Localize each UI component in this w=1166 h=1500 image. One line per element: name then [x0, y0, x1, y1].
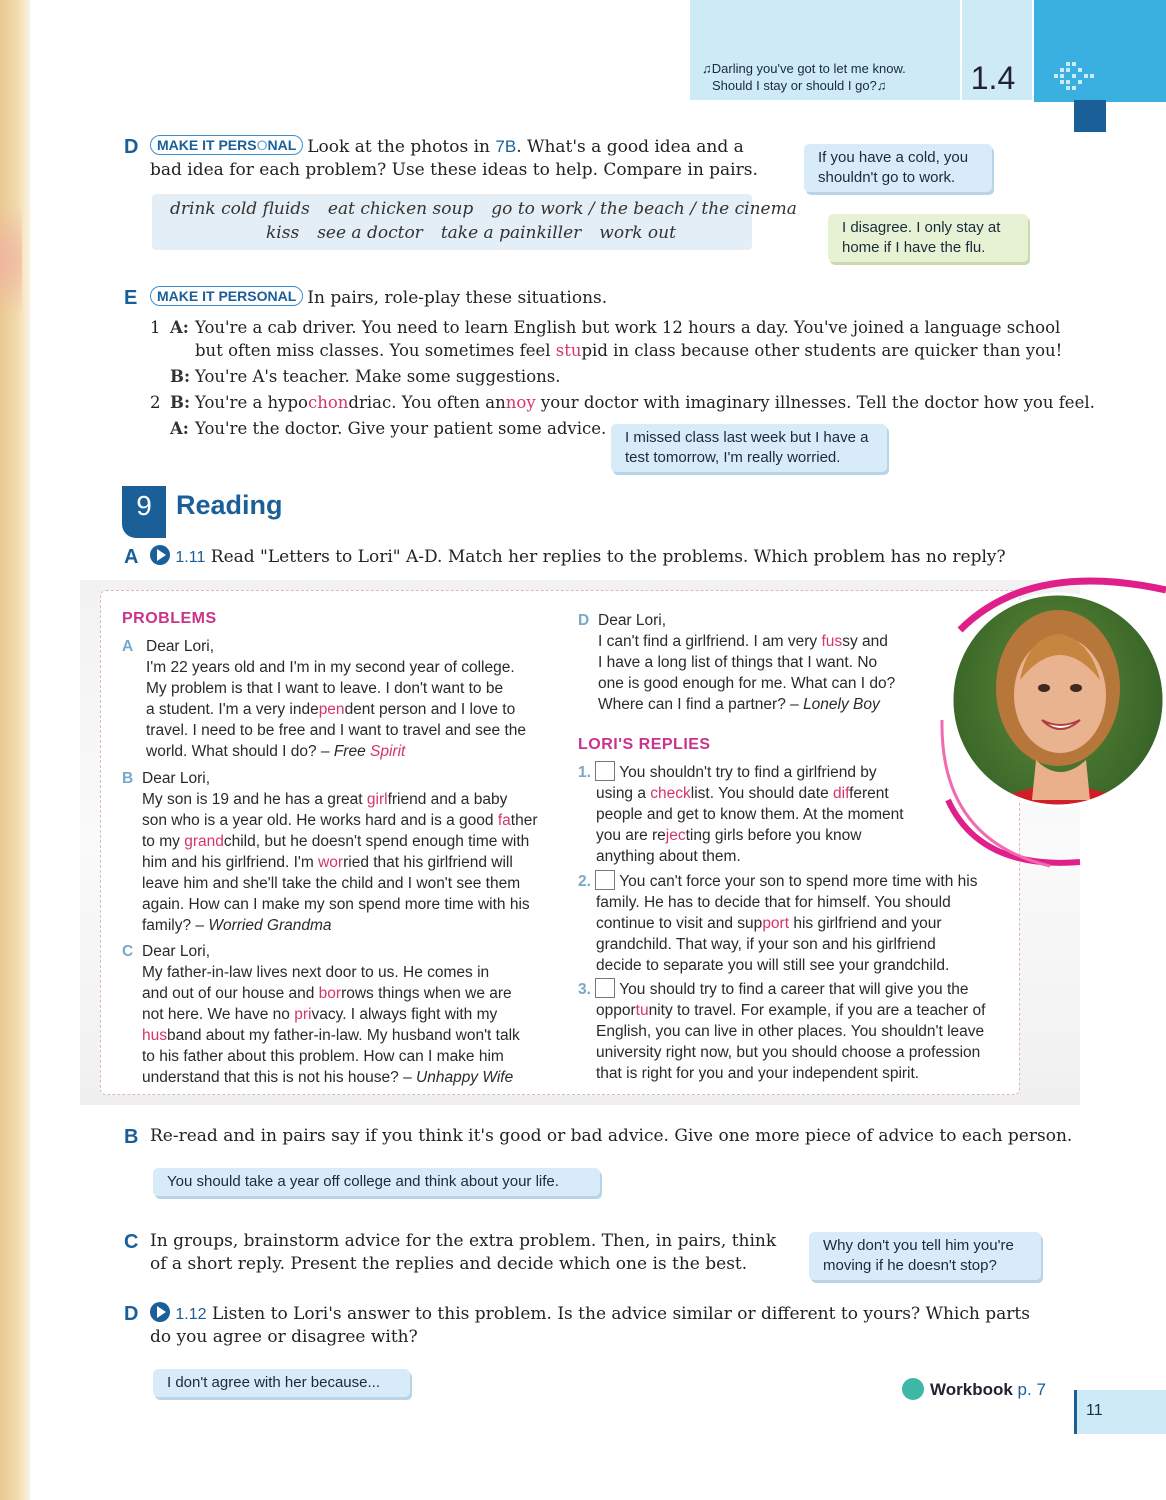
section-letter-a: A	[124, 546, 139, 568]
music-note-icon: ♫	[702, 61, 712, 76]
song-lyric: ♫Darling you've got to let me know. Should I stay or should I go?♫	[702, 61, 906, 93]
section-letter-e: E	[124, 287, 138, 309]
letter-c: C Dear Lori, My father-in-law lives next door to us. He comes in and out of our house and borrows things when we are not here. We have no privacy. I always fight with my husband about my father-in-law. My husband won't talk to his father about this problem. How can I make him understand that this is not his house? – Unhappy Wife	[122, 943, 520, 1086]
speech-bubble: Why don't you tell him you're moving if he doesn't stop?	[809, 1232, 1041, 1280]
section-d-listen-instruction: 1.12 Listen to Lori's answer to this problem. Is the advice similar or different to yours? Which parts do you agree or disagree with?	[150, 1304, 1030, 1347]
answer-checkbox[interactable]	[595, 978, 615, 998]
reply-2: 2. You can't force your son to spend more time with his family. He has to decide that for himself. You should continue to visit and support his girlfriend and your grandchild. That way, if your son and his girlfriend decide to separate you will still see your grandchild.	[578, 870, 1018, 976]
idea-item: eat chicken soup	[327, 199, 474, 219]
section-title: Reading	[176, 490, 283, 520]
speech-bubble: I don't agree with her because...	[153, 1369, 410, 1397]
make-it-personal-badge: MAKE IT PERSONAL	[150, 286, 303, 306]
header-tab-accent	[1074, 100, 1106, 132]
audio-play-icon[interactable]	[150, 1302, 170, 1322]
section-letter-c: C	[124, 1231, 139, 1253]
speech-bubble: You should take a year off college and think about your life.	[153, 1168, 600, 1196]
workbook-reference[interactable]: Workbook p. 7	[902, 1378, 1046, 1400]
section-letter-d: D	[124, 136, 139, 158]
page-number: 11	[1086, 1402, 1103, 1419]
idea-item: take a painkiller	[440, 223, 582, 243]
audio-track-number: 1.11	[175, 549, 206, 566]
section-b-instruction: Re-read and in pairs say if you think it's good or bad advice. Give one more piece of advice to each person.	[150, 1126, 1073, 1146]
answer-checkbox[interactable]	[595, 870, 615, 890]
reading-a-instruction: 1.11 Read "Letters to Lori" A-D. Match her replies to the problems. Which problem has no reply?	[150, 545, 1030, 569]
idea-item: kiss	[266, 223, 300, 243]
role-play-list: 1 A: You're a cab driver. You need to learn English but work 12 hours a day. You've joined a language school but often miss classes. You sometimes feel stupid in class because other students are quicker than you! B: You're A's teacher. Make some suggestions. 2 B: You're a hypochondriac. You often annoy your doctor with imaginary illnesses. Tell the doctor how you feel. A: You're the doctor. Give your patient some advice.	[150, 318, 1095, 438]
section-c-instruction: In groups, brainstorm advice for the extra problem. Then, in pairs, think of a short reply. Present the replies and decide which one is the best.	[150, 1231, 777, 1274]
reply-1: 1. You shouldn't try to find a girlfriend by using a checklist. You should date different people and get to know them. At the moment you are rejecting girls before you know anything about them.	[578, 761, 938, 867]
idea-item: see a doctor	[317, 223, 423, 243]
pixel-arrows-icon	[1052, 60, 1102, 90]
audio-track-number: 1.12	[175, 1306, 207, 1323]
section-letter-b: B	[124, 1126, 139, 1148]
ideas-box	[152, 194, 797, 250]
speech-bubble: If you have a cold, you shouldn't go to work.	[804, 144, 992, 192]
workbook-icon	[902, 1378, 924, 1400]
section-letter-d: D	[124, 1303, 139, 1325]
problems-heading: PROBLEMS	[122, 610, 217, 627]
lori-photo	[940, 570, 1166, 870]
section-d-instruction: MAKE IT PERSONAL Look at the photos in 7B. What's a good idea and a bad idea for each problem? Use these ideas to help. Compare in pairs.	[150, 137, 758, 180]
idea-item: work out	[599, 223, 676, 243]
answer-checkbox[interactable]	[595, 761, 615, 781]
reply-3: 3. You should try to find a career that will give you the opportunity to travel. For example, if you are a teacher of English, you can live in other places. You shouldn't leave university right now, but you should choose a profession that is right for you and your independent spirit.	[578, 978, 1018, 1084]
unit-number: 1.4	[970, 60, 1016, 96]
section-e-instruction: MAKE IT PERSONAL In pairs, role-play these situations.	[150, 286, 850, 310]
make-it-personal-badge: MAKE IT PERSONAL	[150, 135, 303, 155]
left-decorative-strip	[0, 0, 30, 1500]
audio-play-icon[interactable]	[150, 545, 170, 565]
replies-heading: LORI'S REPLIES	[578, 736, 711, 753]
song-lyric-box	[690, 0, 960, 100]
letter-a: A Dear Lori, I'm 22 years old and I'm in my second year of college. My problem is that I want to leave. I don't want to be a student. I'm a very independent person and I love to travel. I need to be free and I want to travel and see the world. What should I do? – Free Spirit	[122, 638, 526, 760]
speech-bubble: I missed class last week but I have a test tomorrow, I'm really worried.	[611, 424, 887, 472]
idea-item: drink cold fluids	[170, 199, 310, 219]
speech-bubble: I disagree. I only stay at home if I have the flu.	[828, 214, 1028, 262]
idea-item: go to work / the beach / the cinema	[491, 199, 797, 219]
music-note-icon: ♫	[876, 78, 887, 93]
letter-d: D Dear Lori, I can't find a girlfriend. I am very fussy and I have a long list of things that I want. No one is good enough for me. What can I do? Where can I find a partner? – Lonely Boy	[578, 612, 896, 713]
letter-b: B Dear Lori, My son is 19 and he has a great girlfriend and a baby son who is a year old. He works hard and is a good father to my grandchild, but he doesn't spend enough time with him and his girlfriend. I'm worried that his girlfriend will leave him and she'll take the child and I won't see them again. How can I make my son spend more time with his family? – Worried Grandma	[122, 770, 538, 934]
section-number: 9	[136, 490, 152, 521]
